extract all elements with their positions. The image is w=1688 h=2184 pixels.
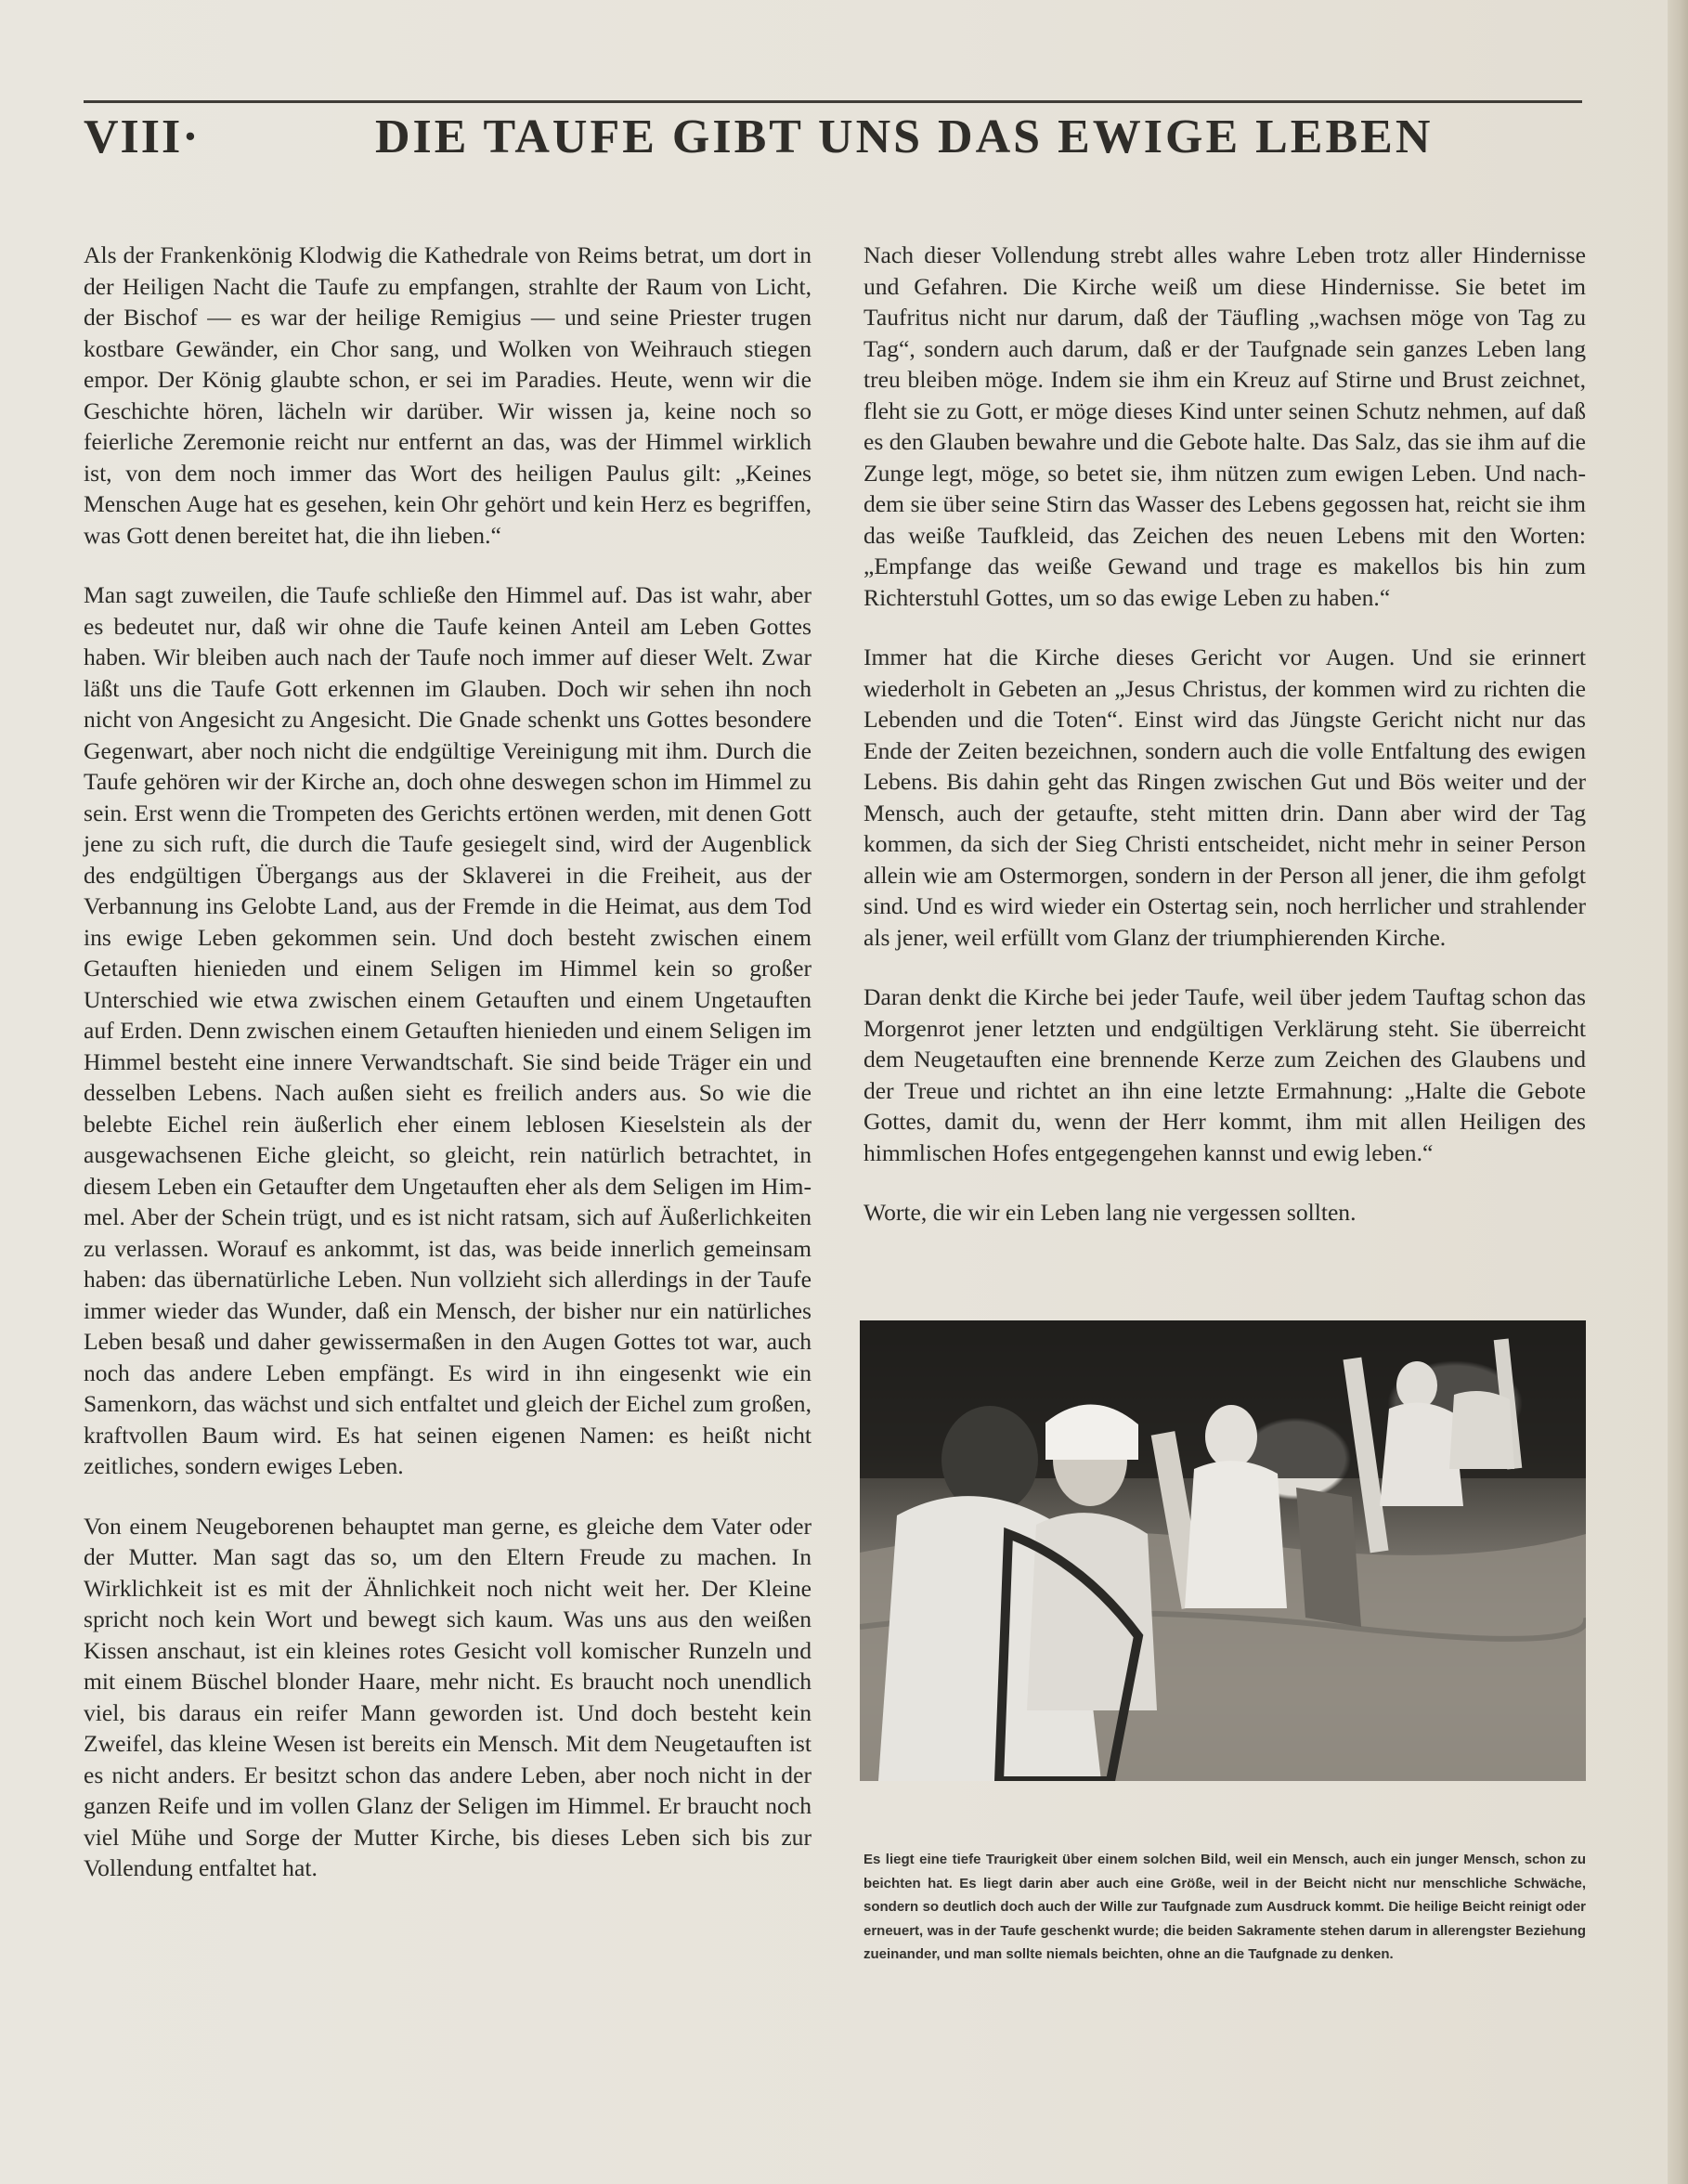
paragraph: Immer hat die Kirche dieses Gericht vor Augen. Und sie erinnert wiederholt in Gebeten an „Jesus Christus, der kommen wird zu richten die Lebenden und die Toten“. Einst wird das Jüngste Gericht nicht nur das Ende der Zeiten bezeichnen, sondern auch die volle Entfaltung des ewigen Lebens. Bis dahin geht das Ringen zwischen Gut und Bös weiter und der Mensch, auch der getaufte, steht mitten drin. Dann aber wird der Tag kommen, da sich der Sieg Christi entscheidet, nicht mehr in seiner Person allein wie am Ostermorgen, sondern in der Person all jener, die ihm gefolgt sind. Und es wird wieder ein Ostertag sein, noch herrlicher und strahlender als jener, weil erfüllt vom Glanz der triumphierenden Kirche. [863, 644, 1586, 951]
paragraph: Als der Frankenkönig Klodwig die Kathedrale von Reims betrat, um dort in der Heiligen Nacht die Taufe zu empfangen, strahlte der Raum von Licht, der Bischof — es war der heilige Remigius — und seine Priester trugen kostbare Gewänder, ein Chor sang, und Wolken von Weihrauch stiegen empor. Der König glaubte schon, er sei im Paradies. Heute, wenn wir die Geschichte hören, lächeln wir darüber. Wir wissen ja, keine noch so feierliche Zeremonie reicht nur entfernt an das, was der Himmel wirklich ist, von dem noch immer das Wort des heiligen Paulus gilt: „Keines Menschen Auge hat es gesehen, kein Ohr gehört und kein Herz es begriffen, was Gott denen bereitet hat, die ihn lieben.“ [84, 241, 812, 549]
confession-photo [860, 1320, 1586, 1781]
page-title: DIE TAUFE GIBT UNS DAS EWIGE LEBEN [375, 110, 1434, 163]
paragraph: Daran denkt die Kirche bei jeder Taufe, weil über jedem Tauftag schon das Morgenrot jener letzten und endgültigen Verklärung steht. Sie überreicht dem Neugetauften eine brennende Kerze zum Zeichen des Glaubens und der Treue und richtet an ihn eine letzte Ermahnung: „Halte die Gebote Gottes, damit du, wenn der Herr kommt, ihm mit allen Heiligen des himmlischen Hofes entgegengehen kannst und ewig leben.“ [863, 983, 1586, 1166]
photo-caption: Es liegt eine tiefe Traurigkeit über einem solchen Bild, weil ein Mensch, auch ein junger Mensch, schon zu beichten hat. Es liegt darin aber auch eine Größe, weil in der Beicht nicht nur menschliche Schwäche, sondern so deutlich doch auch der Wille zur Taufgnade zum Ausdruck kommt. Die heilige Beicht reinigt oder erneuert, was in der Taufe geschenkt wurde; die beiden Sakramente stehen darum in allerengster Beziehung zueinander, und man sollte niemals beichten, ohne an die Taufgnade zu denken. [863, 1852, 1586, 1962]
chapter-number: VIII· [84, 110, 201, 163]
header-rule [84, 100, 1582, 103]
paragraph: Man sagt zuweilen, die Taufe schließe den Himmel auf. Das ist wahr, aber es bedeutet nur, daß wir ohne die Taufe keinen Anteil am Leben Gottes haben. Wir bleiben auch nach der Taufe noch immer auf dieser Welt. Zwar läßt uns die Taufe Gott erkennen im Glauben. Doch wir sehen ihn noch nicht von Angesicht zu Angesicht. Die Gnade schenkt uns Gottes besondere Gegenwart, aber noch nicht die endgültige Vereinigung mit ihm. Durch die Taufe gehören wir der Kirche an, doch ohne deswegen schon im Himmel zu sein. Erst wenn die Trompeten des Gerichts ertönen werden, mit denen Gott jene zu sich ruft, die durch die Taufe gesiegelt sind, wird der Augenblick des endgültigen Übergangs aus der Sklaverei in die Freiheit, aus der Verbannung ins Gelobte Land, aus der Fremde in die Heimat, aus dem Tod ins ewige Leben gekommen sein. Und doch besteht zwischen einem Getauften hienieden und einem Seligen im Himmel kein so großer Unterschied wie etwa zwischen einem Getauften und einem Ungetauften auf Erden. Denn zwischen einem Getauften hienieden und einem Seligen im Himmel besteht eine innere Verwandtschaft. Sie sind beide Träger ein und desselben Lebens. Nach außen sieht es freilich anders aus. So wie die belebte Eichel rein äußerlich eher einem leblosen Kieselstein als der ausgewachsenen Eiche gleicht, so gleicht, rein natürlich betrachtet, in diesem Leben ein Getaufter dem Ungetauften eher als dem Seligen im Himmel. Aber der Schein trügt, und es ist nicht ratsam, sich auf Äußerlichkeiten zu verlassen. Worauf es ankommt, ist das, was beide innerlich gemeinsam haben: das übernatürliche Leben. Nun vollzieht sich allerdings in der Taufe immer wieder das Wunder, daß ein Mensch, der bisher nur ein natürliches Leben besaß und daher gewissermaßen in den Augen Gottes tot war, auch noch das andere Leben empfängt. Es wird in ihn eingesenkt wie ein Samenkorn, das wächst und sich entfaltet und gleich der Eichel zum großen, kraftvollen Baum wird. Es hat seinen eigenen Namen: es heißt nicht zeitliches, sondern ewiges Leben. [84, 581, 812, 1479]
right-column [863, 240, 1586, 1257]
left-column [84, 240, 812, 1913]
photo-illustration [860, 1320, 1586, 1781]
paragraph: Von einem Neugeborenen behauptet man gerne, es gleiche dem Vater oder der Mutter. Man sagt das so, um den Eltern Freude zu machen. In Wirklichkeit ist es mit der Ähnlichkeit noch nicht weit her. Der Kleine spricht noch kein Wort und bewegt sich kaum. Was uns aus den weißen Kissen anschaut, ist ein kleines rotes Gesicht voll komischer Runzeln und mit einem Büschel blonder Haare, mehr nicht. Es braucht noch unendlich viel, bis daraus ein reifer Mann geworden ist. Und doch besteht kein Zweifel, das kleine Wesen ist bereits ein Mensch. Mit dem Neugetauften ist es nicht anders. Er besitzt schon das andere Leben, aber noch nicht in der ganzen Reife und im vollen Glanz der Seligen im Himmel. Er braucht noch viel Mühe und Sorge der Mutter Kirche, bis dieses Leben sich bis zur Vollendung entfaltet hat. [84, 1512, 812, 1881]
page-edge [1668, 0, 1688, 2184]
paragraph: Nach dieser Vollendung strebt alles wahre Leben trotz aller Hindernisse und Gefahren. Die Kirche weiß um diese Hindernisse. Sie betet im Taufritus nicht nur darum, daß der Täufling „wachsen möge von Tag zu Tag“, sondern auch darum, daß er der Taufgnade sein ganzes Leben lang treu bleiben möge. Indem sie ihm ein Kreuz auf Stirne und Brust zeichnet, fleht sie zu Gott, er möge dieses Kind unter seinen Schutz nehmen, auf daß es den Glauben bewahre und die Gebote halte. Das Salz, das sie ihm auf die Zunge legt, möge, so betet sie, ihm nützen zum ewigen Leben. Und nachdem sie über seine Stirn das Wasser des Lebens gegossen hat, reicht sie ihm das weiße Taufkleid, das Zeichen des neuen Lebens mit den Worten: „Empfange das weiße Gewand und trage es makellos bis hin zum Richterstuhl Gottes, um so das ewige Leben zu haben.“ [863, 241, 1586, 611]
paragraph: Worte, die wir ein Leben lang nie vergessen sollten. [863, 1199, 1357, 1226]
